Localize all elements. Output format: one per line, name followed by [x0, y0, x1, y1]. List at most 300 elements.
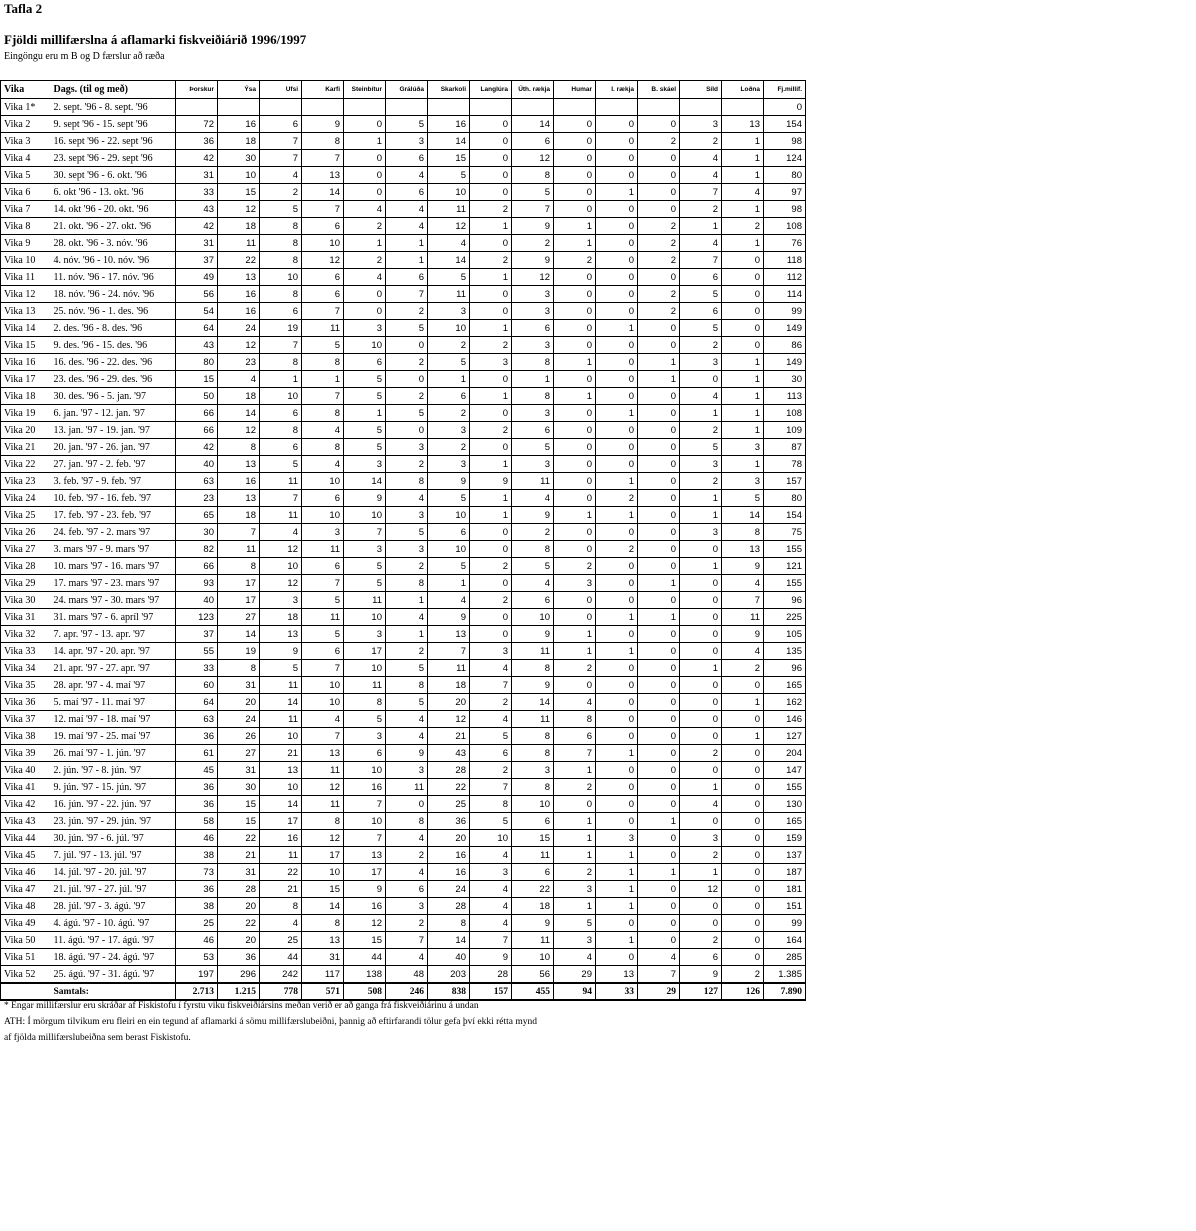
- count-cell: 8: [386, 813, 428, 830]
- count-cell: 10: [260, 558, 302, 575]
- count-cell: 151: [764, 898, 806, 915]
- count-cell: 11: [260, 677, 302, 694]
- total-cell: 126: [722, 983, 764, 1000]
- week-cell: Vika 6: [1, 184, 51, 201]
- count-cell: 12: [260, 541, 302, 558]
- count-cell: 0: [638, 201, 680, 218]
- count-cell: 1.385: [764, 966, 806, 984]
- count-cell: 33: [176, 184, 218, 201]
- count-cell: 30: [176, 524, 218, 541]
- count-cell: 1: [722, 201, 764, 218]
- date-range-cell: 21. apr. '97 - 27. apr. '97: [51, 660, 176, 677]
- count-cell: 12: [302, 779, 344, 796]
- count-cell: 9: [722, 626, 764, 643]
- count-cell: 0: [680, 609, 722, 626]
- week-cell: Vika 18: [1, 388, 51, 405]
- count-cell: 159: [764, 830, 806, 847]
- table-row: [1, 439, 806, 456]
- count-cell: 10: [302, 473, 344, 490]
- count-cell: 6: [470, 745, 512, 762]
- count-cell: 2: [554, 864, 596, 881]
- count-cell: 4: [386, 167, 428, 184]
- count-cell: 6: [428, 524, 470, 541]
- date-range-cell: 14. okt '96 - 20. okt. '96: [51, 201, 176, 218]
- week-cell: Vika 25: [1, 507, 51, 524]
- count-cell: 11: [218, 235, 260, 252]
- count-cell: 43: [176, 337, 218, 354]
- total-cell: 33: [596, 983, 638, 1000]
- count-cell: 2: [596, 490, 638, 507]
- date-range-cell: 10. feb. '97 - 16. feb. '97: [51, 490, 176, 507]
- count-cell: 0: [638, 898, 680, 915]
- count-cell: 8: [386, 473, 428, 490]
- count-cell: 3: [596, 830, 638, 847]
- table-row: [1, 524, 806, 541]
- count-cell: 0: [638, 762, 680, 779]
- count-cell: 11: [428, 286, 470, 303]
- count-cell: 0: [470, 150, 512, 167]
- count-cell: 0: [638, 473, 680, 490]
- total-cell: 778: [260, 983, 302, 1000]
- count-cell: 8: [512, 660, 554, 677]
- count-cell: 1: [470, 490, 512, 507]
- count-cell: 0: [722, 915, 764, 932]
- footnote-1: * Engar millifærslur eru skráðar af Fiskistofu í fyrstu viku fiskveiðiársins meðan verið er að ganga frá fiskveiðiárinu á undan: [4, 1001, 479, 1011]
- count-cell: 13: [218, 456, 260, 473]
- count-cell: 2: [386, 558, 428, 575]
- count-cell: 16: [428, 864, 470, 881]
- count-cell: 7: [302, 201, 344, 218]
- count-cell: 8: [386, 677, 428, 694]
- count-cell: 13: [218, 269, 260, 286]
- count-cell: 1: [386, 252, 428, 269]
- count-cell: 0: [722, 830, 764, 847]
- count-cell: [176, 99, 218, 116]
- count-cell: 14: [302, 184, 344, 201]
- table-row: [1, 218, 806, 235]
- count-cell: 25: [176, 915, 218, 932]
- count-cell: 7: [302, 660, 344, 677]
- count-cell: 14: [302, 898, 344, 915]
- count-cell: 4: [260, 524, 302, 541]
- count-cell: 18: [428, 677, 470, 694]
- count-cell: 1: [470, 218, 512, 235]
- count-cell: 2: [428, 405, 470, 422]
- week-cell: Vika 14: [1, 320, 51, 337]
- count-cell: 8: [428, 915, 470, 932]
- count-cell: 0: [638, 150, 680, 167]
- count-cell: 23: [176, 490, 218, 507]
- column-header: Skarkoli: [428, 81, 470, 99]
- count-cell: 0: [596, 677, 638, 694]
- count-cell: 147: [764, 762, 806, 779]
- count-cell: 7: [722, 592, 764, 609]
- count-cell: 1: [554, 507, 596, 524]
- date-range-cell: 21. júl. '97 - 27. júl. '97: [51, 881, 176, 898]
- count-cell: 96: [764, 660, 806, 677]
- count-cell: 11: [260, 507, 302, 524]
- count-cell: 11: [512, 711, 554, 728]
- count-cell: 1: [470, 456, 512, 473]
- count-cell: 8: [302, 133, 344, 150]
- count-cell: 10: [260, 269, 302, 286]
- count-cell: 155: [764, 541, 806, 558]
- count-cell: 1: [722, 694, 764, 711]
- count-cell: 4: [680, 150, 722, 167]
- count-cell: 5: [344, 388, 386, 405]
- count-cell: 5: [344, 558, 386, 575]
- count-cell: 1: [470, 507, 512, 524]
- count-cell: 165: [764, 677, 806, 694]
- date-range-cell: 20. jan. '97 - 26. jan. '97: [51, 439, 176, 456]
- count-cell: 3: [554, 881, 596, 898]
- count-cell: 149: [764, 354, 806, 371]
- count-cell: 0: [638, 660, 680, 677]
- count-cell: 46: [176, 932, 218, 949]
- count-cell: 7: [512, 201, 554, 218]
- count-cell: 1: [596, 847, 638, 864]
- week-cell: Vika 51: [1, 949, 51, 966]
- count-cell: 1: [596, 473, 638, 490]
- count-cell: 0: [386, 422, 428, 439]
- week-cell: Vika 17: [1, 371, 51, 388]
- count-cell: 0: [638, 796, 680, 813]
- date-range-cell: 16. jún. '97 - 22. jún. '97: [51, 796, 176, 813]
- count-cell: 0: [638, 456, 680, 473]
- count-cell: 10: [470, 830, 512, 847]
- table-row: [1, 915, 806, 932]
- count-cell: 21: [428, 728, 470, 745]
- count-cell: 0: [680, 915, 722, 932]
- count-cell: 0: [596, 949, 638, 966]
- total-cell: 29: [638, 983, 680, 1000]
- count-cell: 5: [680, 439, 722, 456]
- count-cell: 4: [302, 711, 344, 728]
- count-cell: 7: [218, 524, 260, 541]
- count-cell: 0: [344, 303, 386, 320]
- count-cell: 78: [764, 456, 806, 473]
- count-cell: 1: [722, 388, 764, 405]
- count-cell: 14: [260, 694, 302, 711]
- count-cell: 1: [680, 507, 722, 524]
- count-cell: 0: [470, 575, 512, 592]
- column-header: Steinbítur: [344, 81, 386, 99]
- count-cell: 1: [596, 864, 638, 881]
- count-cell: 5: [386, 405, 428, 422]
- count-cell: 1: [596, 932, 638, 949]
- table-row: [1, 779, 806, 796]
- count-cell: 9: [428, 609, 470, 626]
- count-cell: 9: [428, 473, 470, 490]
- count-cell: 40: [176, 592, 218, 609]
- count-cell: 50: [176, 388, 218, 405]
- count-cell: 18: [218, 133, 260, 150]
- count-cell: 0: [638, 541, 680, 558]
- count-cell: 1: [638, 864, 680, 881]
- count-cell: 0: [470, 116, 512, 133]
- count-cell: 1: [596, 405, 638, 422]
- count-cell: 1: [428, 371, 470, 388]
- count-cell: 2: [638, 252, 680, 269]
- count-cell: 22: [218, 830, 260, 847]
- count-cell: 6: [260, 303, 302, 320]
- week-cell: Vika 52: [1, 966, 51, 984]
- count-cell: 0: [596, 201, 638, 218]
- table-row: [1, 116, 806, 133]
- count-cell: 12: [302, 252, 344, 269]
- count-cell: 4: [470, 711, 512, 728]
- count-cell: 149: [764, 320, 806, 337]
- count-cell: 1: [722, 235, 764, 252]
- count-cell: 0: [596, 915, 638, 932]
- count-cell: 0: [596, 456, 638, 473]
- count-cell: 6: [512, 320, 554, 337]
- table-row: [1, 201, 806, 218]
- count-cell: 0: [596, 575, 638, 592]
- date-range-cell: 9. jún. '97 - 15. jún. '97: [51, 779, 176, 796]
- count-cell: 9: [260, 643, 302, 660]
- count-cell: 14: [344, 473, 386, 490]
- count-cell: 0: [344, 150, 386, 167]
- count-cell: 5: [386, 660, 428, 677]
- count-cell: 99: [764, 303, 806, 320]
- table-row: [1, 133, 806, 150]
- count-cell: 1: [722, 422, 764, 439]
- count-cell: 10: [302, 677, 344, 694]
- column-header: Fj.millif.: [764, 81, 806, 99]
- count-cell: 14: [428, 252, 470, 269]
- count-cell: 14: [512, 694, 554, 711]
- count-cell: 0: [386, 337, 428, 354]
- count-cell: 0: [596, 337, 638, 354]
- count-cell: 7: [344, 830, 386, 847]
- count-cell: 0: [638, 558, 680, 575]
- count-cell: 0: [470, 439, 512, 456]
- count-cell: 28: [428, 762, 470, 779]
- count-cell: 1: [260, 371, 302, 388]
- count-cell: 5: [302, 626, 344, 643]
- count-cell: 12: [428, 218, 470, 235]
- count-cell: 15: [176, 371, 218, 388]
- count-cell: 2: [344, 218, 386, 235]
- count-cell: 11: [260, 711, 302, 728]
- total-cell: 246: [386, 983, 428, 1000]
- count-cell: 8: [260, 422, 302, 439]
- count-cell: 36: [218, 949, 260, 966]
- date-range-cell: 19. maí '97 - 25. maí '97: [51, 728, 176, 745]
- count-cell: 0: [470, 235, 512, 252]
- count-cell: 8: [302, 813, 344, 830]
- count-cell: 0: [596, 388, 638, 405]
- count-cell: 130: [764, 796, 806, 813]
- count-cell: 7: [638, 966, 680, 984]
- count-cell: 108: [764, 405, 806, 422]
- count-cell: 0: [722, 337, 764, 354]
- count-cell: 1: [554, 643, 596, 660]
- count-cell: 64: [176, 320, 218, 337]
- count-cell: 10: [344, 337, 386, 354]
- count-cell: 2: [722, 660, 764, 677]
- table-row: [1, 184, 806, 201]
- count-cell: 1: [680, 779, 722, 796]
- count-cell: 1: [386, 235, 428, 252]
- count-cell: 155: [764, 575, 806, 592]
- week-cell: Vika 48: [1, 898, 51, 915]
- count-cell: 4: [680, 235, 722, 252]
- count-cell: 30: [218, 779, 260, 796]
- count-cell: 5: [344, 711, 386, 728]
- count-cell: 2: [386, 456, 428, 473]
- count-cell: 0: [596, 252, 638, 269]
- count-cell: 14: [722, 507, 764, 524]
- count-cell: 3: [680, 456, 722, 473]
- count-cell: 0: [722, 864, 764, 881]
- count-cell: [386, 99, 428, 116]
- week-cell: Vika 22: [1, 456, 51, 473]
- count-cell: 0: [596, 762, 638, 779]
- table-row: [1, 592, 806, 609]
- table-row: [1, 762, 806, 779]
- count-cell: 31: [218, 864, 260, 881]
- week-cell: Vika 2: [1, 116, 51, 133]
- count-cell: 15: [218, 813, 260, 830]
- count-cell: 55: [176, 643, 218, 660]
- count-cell: 11: [260, 847, 302, 864]
- count-cell: 0: [596, 133, 638, 150]
- count-cell: 14: [260, 796, 302, 813]
- column-header: Dags. (til og með): [51, 81, 176, 99]
- count-cell: 9: [386, 745, 428, 762]
- count-cell: 13: [302, 167, 344, 184]
- count-cell: 2: [470, 558, 512, 575]
- count-cell: 7: [302, 150, 344, 167]
- count-cell: 7: [554, 745, 596, 762]
- count-cell: 72: [176, 116, 218, 133]
- week-cell: Vika 24: [1, 490, 51, 507]
- count-cell: 20: [218, 694, 260, 711]
- count-cell: 2: [386, 388, 428, 405]
- count-cell: 11: [302, 762, 344, 779]
- count-cell: 7: [386, 932, 428, 949]
- count-cell: 38: [176, 847, 218, 864]
- count-cell: 1: [596, 898, 638, 915]
- count-cell: 11: [512, 643, 554, 660]
- count-cell: 11: [428, 660, 470, 677]
- count-cell: 4: [386, 864, 428, 881]
- date-range-cell: 13. jan. '97 - 19. jan. '97: [51, 422, 176, 439]
- count-cell: 2: [470, 201, 512, 218]
- count-cell: 61: [176, 745, 218, 762]
- count-cell: 7: [344, 796, 386, 813]
- week-cell: Vika 40: [1, 762, 51, 779]
- count-cell: 0: [344, 184, 386, 201]
- count-cell: 6: [512, 422, 554, 439]
- count-cell: 10: [428, 541, 470, 558]
- count-cell: 10: [344, 609, 386, 626]
- count-cell: 0: [638, 269, 680, 286]
- count-cell: 0: [554, 405, 596, 422]
- count-cell: 8: [260, 354, 302, 371]
- count-cell: 0: [554, 116, 596, 133]
- count-cell: 24: [218, 320, 260, 337]
- count-cell: 3: [428, 303, 470, 320]
- count-cell: 0: [638, 677, 680, 694]
- count-cell: [638, 99, 680, 116]
- count-cell: 1: [596, 507, 638, 524]
- count-cell: 2: [470, 694, 512, 711]
- count-cell: 31: [176, 235, 218, 252]
- footnotes: [4, 998, 537, 1046]
- count-cell: 1: [470, 269, 512, 286]
- count-cell: 25: [260, 932, 302, 949]
- count-cell: 4: [386, 490, 428, 507]
- count-cell: 2: [386, 847, 428, 864]
- count-cell: 0: [638, 167, 680, 184]
- count-cell: 2: [386, 915, 428, 932]
- count-cell: 36: [428, 813, 470, 830]
- count-cell: 15: [428, 150, 470, 167]
- table-row: [1, 167, 806, 184]
- count-cell: 0: [680, 898, 722, 915]
- date-range-cell: 18. ágú. '97 - 24. ágú. '97: [51, 949, 176, 966]
- count-cell: 0: [386, 796, 428, 813]
- table-row: [1, 286, 806, 303]
- count-cell: 0: [596, 660, 638, 677]
- table-row: [1, 711, 806, 728]
- week-cell: Vika 43: [1, 813, 51, 830]
- date-range-cell: 17. mars '97 - 23. mars '97: [51, 575, 176, 592]
- count-cell: 9: [512, 915, 554, 932]
- count-cell: 1: [722, 354, 764, 371]
- count-cell: 10: [512, 609, 554, 626]
- count-cell: 65: [176, 507, 218, 524]
- date-range-cell: 6. okt '96 - 13. okt. '96: [51, 184, 176, 201]
- count-cell: 3: [512, 762, 554, 779]
- count-cell: 6: [344, 354, 386, 371]
- footnote-2: ATH: Í mörgum tilvikum eru fleiri en ein tegund af aflamarki á sömu millifærslubeiðni, þannig að eftirfarandi tölur gefa því ekki rétta mynd: [4, 1017, 538, 1027]
- count-cell: 0: [722, 762, 764, 779]
- count-cell: 6: [260, 116, 302, 133]
- column-header: Ýsa: [218, 81, 260, 99]
- count-cell: 9: [512, 218, 554, 235]
- count-cell: 6: [554, 728, 596, 745]
- count-cell: 1: [554, 235, 596, 252]
- count-cell: 4: [260, 915, 302, 932]
- week-cell: Vika 30: [1, 592, 51, 609]
- count-cell: 0: [596, 167, 638, 184]
- column-header: Langlúra: [470, 81, 512, 99]
- count-cell: 2: [638, 286, 680, 303]
- week-cell: Vika 50: [1, 932, 51, 949]
- count-cell: 6: [386, 881, 428, 898]
- count-cell: 13: [302, 932, 344, 949]
- count-cell: 12: [344, 915, 386, 932]
- count-cell: 8: [512, 745, 554, 762]
- count-cell: 6: [302, 558, 344, 575]
- count-cell: 1: [470, 320, 512, 337]
- count-cell: 1: [596, 320, 638, 337]
- count-cell: 10: [344, 762, 386, 779]
- count-cell: 42: [176, 218, 218, 235]
- count-cell: 1: [386, 592, 428, 609]
- count-cell: 4: [386, 201, 428, 218]
- week-cell: Vika 34: [1, 660, 51, 677]
- count-cell: 7: [260, 490, 302, 507]
- count-cell: 7: [302, 303, 344, 320]
- count-cell: 0: [764, 99, 806, 116]
- count-cell: 0: [638, 881, 680, 898]
- count-cell: 0: [554, 473, 596, 490]
